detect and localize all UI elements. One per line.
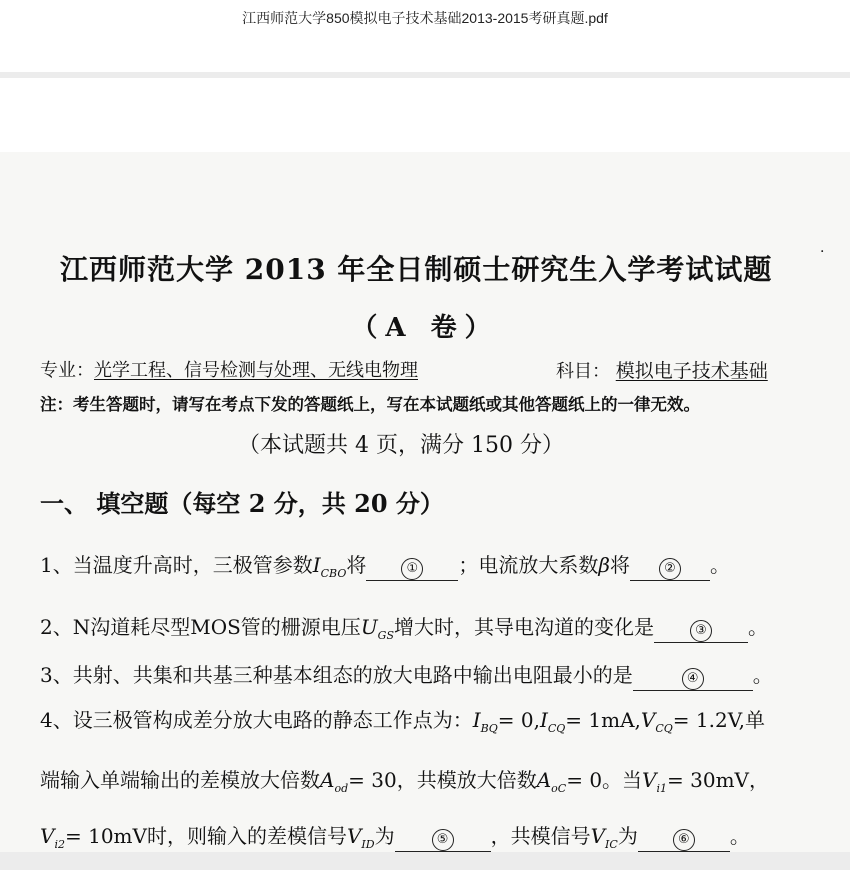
viewer-header — [0, 0, 850, 72]
q4-vi1-subscript: i1 — [656, 782, 668, 795]
blank-6 — [638, 827, 730, 852]
q4-vcq-symbol: V — [640, 708, 656, 732]
blank-5 — [395, 827, 491, 852]
q4-vcq-value: = 1.2V, — [672, 708, 746, 732]
major-label: 专业： — [40, 360, 94, 381]
q4-ibq-subscript: BQ — [480, 722, 498, 735]
q4-vid-subscript: ID — [361, 838, 375, 851]
q4-text-e: 时，则输入的差模信号 — [146, 824, 347, 848]
blank-1-marker: ① — [401, 558, 423, 580]
question-4-line-1 — [40, 704, 765, 735]
exam-summary: （本试题共 4 页，满分 150 分） — [238, 433, 564, 458]
q4-vcq-subscript: CQ — [655, 722, 673, 735]
question-2 — [40, 611, 768, 643]
q4-ibq-value: = 0, — [497, 708, 540, 732]
document-filename: 江西师范大学850模拟电子技术基础2013-2015考研真题.pdf — [242, 10, 608, 26]
q2-symbol: U — [360, 615, 378, 639]
q4-icq-symbol: I — [539, 708, 548, 732]
q4-aoc-value: = 0 — [566, 768, 603, 792]
q4-ibq-symbol: I — [472, 708, 481, 732]
exam-note: 注：考生答题时，请写在考点下发的答题纸上，写在本试题纸或其他答题纸上的一律无效。 — [40, 395, 700, 414]
blank-2 — [630, 556, 710, 581]
q1-text-b: 将 — [346, 553, 367, 577]
subject-line — [556, 356, 768, 383]
q4-aod-subscript: od — [334, 782, 349, 795]
blank-3 — [654, 618, 748, 643]
blank-2-marker: ② — [659, 558, 681, 580]
blank-4-marker: ④ — [682, 668, 704, 690]
q4-vi1-symbol: V — [642, 768, 657, 792]
q1-text-d: 将 — [609, 553, 630, 577]
q1-symbol: I — [312, 553, 321, 577]
q4-vid-symbol: V — [346, 824, 362, 848]
blank-5-marker: ⑤ — [432, 829, 454, 851]
q4-text-d: 。当 — [602, 768, 643, 792]
q4-text-b: 端输入单端输出的差模放大倍数 — [40, 768, 320, 792]
subject-value: 模拟电子技术基础 — [615, 360, 768, 382]
q4-vi2-symbol: V — [40, 824, 55, 848]
q4-text-h: 为 — [617, 824, 638, 848]
q1-end: 。 — [709, 553, 730, 577]
q2-end: 。 — [748, 615, 768, 639]
blank-4 — [633, 666, 753, 691]
footer-divider — [0, 852, 850, 870]
q4-vi2-subscript: i2 — [54, 838, 65, 851]
q4-aod-value: = 30 — [348, 768, 397, 792]
q1-text-a: 1、当温度升高时，三极管参数 — [40, 553, 313, 577]
q4-line2-end: ， — [749, 768, 770, 792]
paper-version: （A 卷） — [351, 313, 499, 343]
q4-aoc-subscript: oC — [551, 782, 567, 795]
q4-text-a: 4、设三极管构成差分放大电路的静态工作点为： — [40, 708, 473, 732]
question-3 — [40, 659, 773, 691]
q2-text-a: 2、N沟道耗尽型MOS管的栅源电压 — [40, 615, 361, 639]
question-1 — [40, 549, 730, 581]
blank-6-marker: ⑥ — [673, 829, 695, 851]
major-value: 光学工程、信号检测与处理、无线电物理 — [94, 360, 418, 381]
q3-end: 。 — [752, 663, 773, 687]
scan-speck: · — [820, 244, 825, 260]
major-line — [40, 356, 418, 382]
question-4-line-2 — [40, 764, 769, 795]
q2-subscript: GS — [377, 629, 394, 642]
section-title: 一、 填空题（每空 2 分，共 20 分） — [40, 489, 444, 518]
q4-text-f: 为 — [374, 824, 395, 848]
q4-vi1-value: = 30mV — [667, 768, 750, 792]
q4-text-c: ，共模放大倍数 — [396, 768, 537, 792]
q4-aoc-symbol: A — [536, 768, 552, 792]
q4-aod-symbol: A — [320, 768, 335, 792]
q4-icq-value: = 1mA, — [565, 708, 641, 732]
q4-line1-end: 单 — [745, 708, 766, 732]
q1-text-c: ；电流放大系数 — [458, 553, 599, 577]
q4-vi2-value: = 10mV — [64, 824, 147, 848]
q4-text-g: ，共模信号 — [490, 824, 591, 848]
q2-text-b: 增大时，其导电沟道的变化是 — [394, 615, 654, 639]
q1-beta: β — [598, 553, 610, 577]
q4-icq-subscript: CQ — [547, 722, 566, 735]
exam-title: 江西师范大学 2013 年全日制硕士研究生入学考试试题 — [60, 253, 773, 286]
q4-end: 。 — [729, 824, 750, 848]
blank-3-marker: ③ — [690, 620, 712, 642]
header-divider — [0, 72, 850, 78]
q4-vic-subscript: IC — [605, 838, 618, 851]
subject-label: 科目： — [556, 361, 610, 382]
q3-text-a: 3、共射、共集和共基三种基本组态的放大电路中输出电阻最小的是 — [40, 663, 633, 687]
blank-1 — [366, 556, 458, 581]
q4-vic-symbol: V — [590, 824, 606, 848]
q1-subscript: CBO — [320, 567, 347, 580]
question-4-line-3 — [40, 820, 750, 852]
